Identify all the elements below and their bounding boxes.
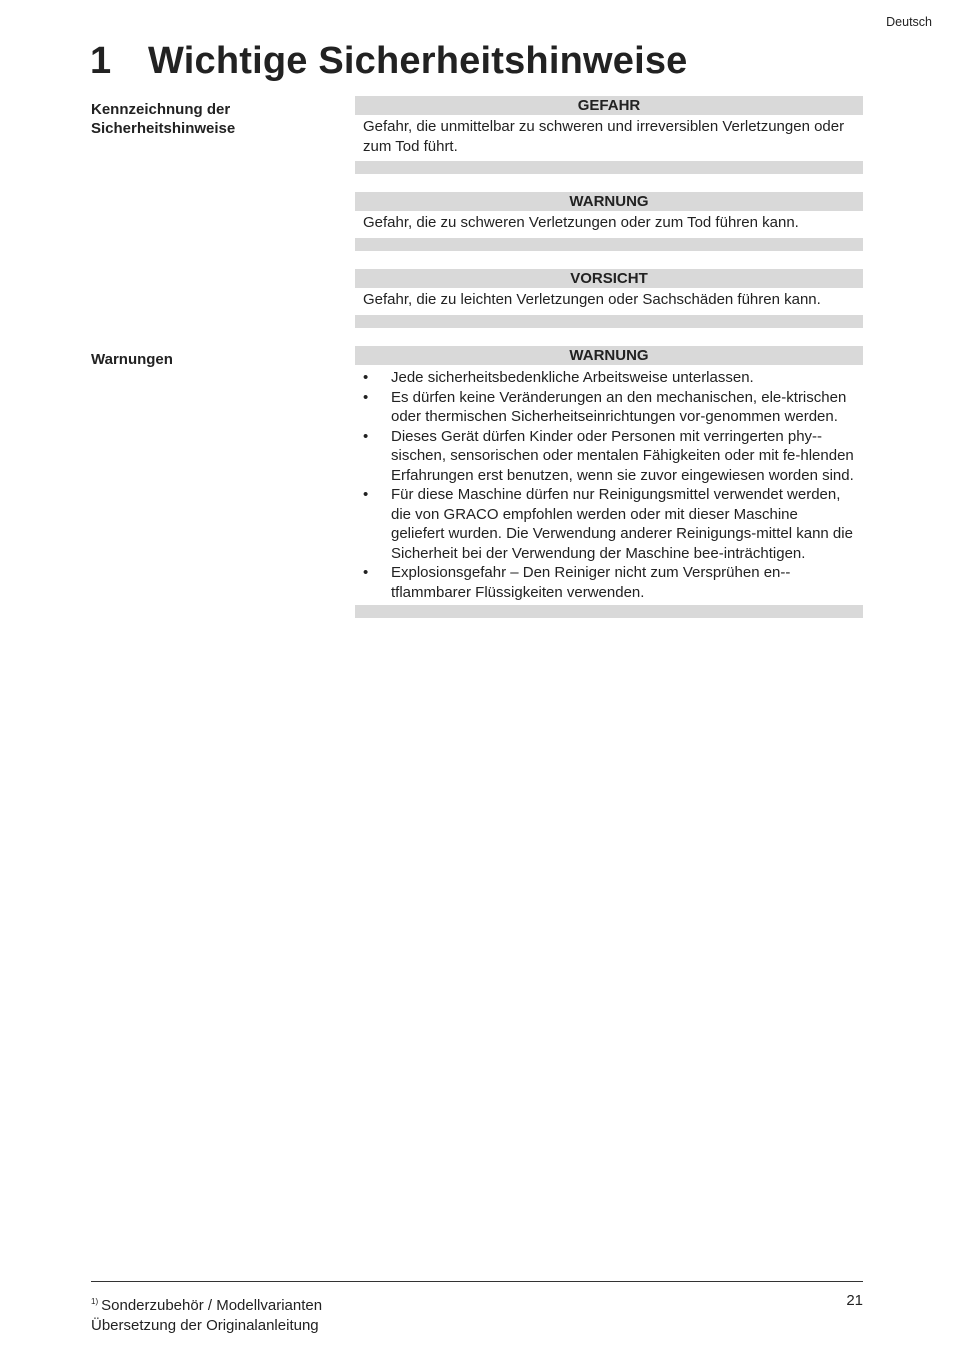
list-item: • Jede sicherheitsbedenkliche Arbeitsweise unterlassen.: [363, 369, 754, 386]
box-footer-bar: [355, 161, 863, 174]
bullet-icon: •: [363, 486, 369, 503]
danger-text: Gefahr, die unmittelbar zu schweren und irreversiblen Verletzungen oder zum Tod führt.: [363, 118, 845, 155]
caution-text: Gefahr, die zu leichten Verletzungen oder Sachschäden führen kann.: [363, 291, 821, 308]
box-footer-bar: [355, 605, 863, 618]
list-item: • Explosionsgefahr – Den Reiniger nicht zum Versprühen en-tflammbarer Flüssigkeiten verwenden.: [363, 564, 791, 601]
box-footer-bar: [355, 315, 863, 328]
list-item: • Dieses Gerät dürfen Kinder oder Personen mit verringerten phy-sischen, sensorischen oder mentalen Fähigkeiten oder mit fe-hlenden Erfahrungen erst benutzen, wenn sie zuvor eingewiesen worden sind.: [363, 427, 854, 484]
footnote-text: Sonderzubehör / Modellvarianten: [101, 1297, 323, 1314]
chapter-number: 1: [90, 40, 112, 82]
language-label: Deutsch: [886, 15, 932, 29]
danger-heading: GEFAHR: [355, 96, 863, 115]
identification-label-line1: Kennzeichnung der: [91, 101, 231, 118]
translation-note: Übersetzung der Originalanleitung: [91, 1317, 319, 1334]
footnote: [91, 1292, 322, 1316]
page-number: 21: [846, 1292, 863, 1309]
warnings-heading: WARNUNG: [355, 346, 863, 365]
footer-notes: [91, 1292, 322, 1336]
bullet-icon: •: [363, 388, 369, 406]
caution-heading: VORSICHT: [355, 269, 863, 288]
list-item: • Für diese Maschine dürfen nur Reinigungsmittel verwendet werden, die von GRACO empfohlen werden oder mit dieser Maschine geliefert wurden. Die Verwendung anderer Reinigungs-mittel kann die Sicherheit bei der Verwendung der Maschine bee-inträchtigen.: [363, 486, 853, 562]
warning-signal-box: [355, 192, 863, 251]
box-footer-bar: [355, 238, 863, 251]
identification-label: [91, 100, 331, 138]
warning-signal-heading: WARNUNG: [355, 192, 863, 211]
warning-signal-text: Gefahr, die zu schweren Verletzungen oder zum Tod führen kann.: [363, 214, 799, 231]
warnings-box: [355, 346, 863, 618]
bullet-icon: •: [363, 427, 369, 445]
caution-box: [355, 269, 863, 328]
list-item: • Es dürfen keine Veränderungen an den mechanischen, ele-ktrischen oder thermischen Sicherheitseinrichtungen vor-genommen werden.: [363, 388, 847, 425]
chapter-title: [90, 40, 688, 83]
footer-divider: [91, 1281, 863, 1282]
bullet-icon: •: [363, 369, 369, 386]
chapter-title-text: Wichtige Sicherheitshinweise: [148, 40, 688, 82]
footnote-marker: 1): [91, 1297, 99, 1306]
warnings-list: [355, 365, 863, 602]
danger-box: [355, 96, 863, 174]
warnings-label: Warnungen: [91, 351, 173, 368]
identification-label-line2: Sicherheitshinweise: [91, 120, 236, 137]
bullet-icon: •: [363, 564, 369, 581]
